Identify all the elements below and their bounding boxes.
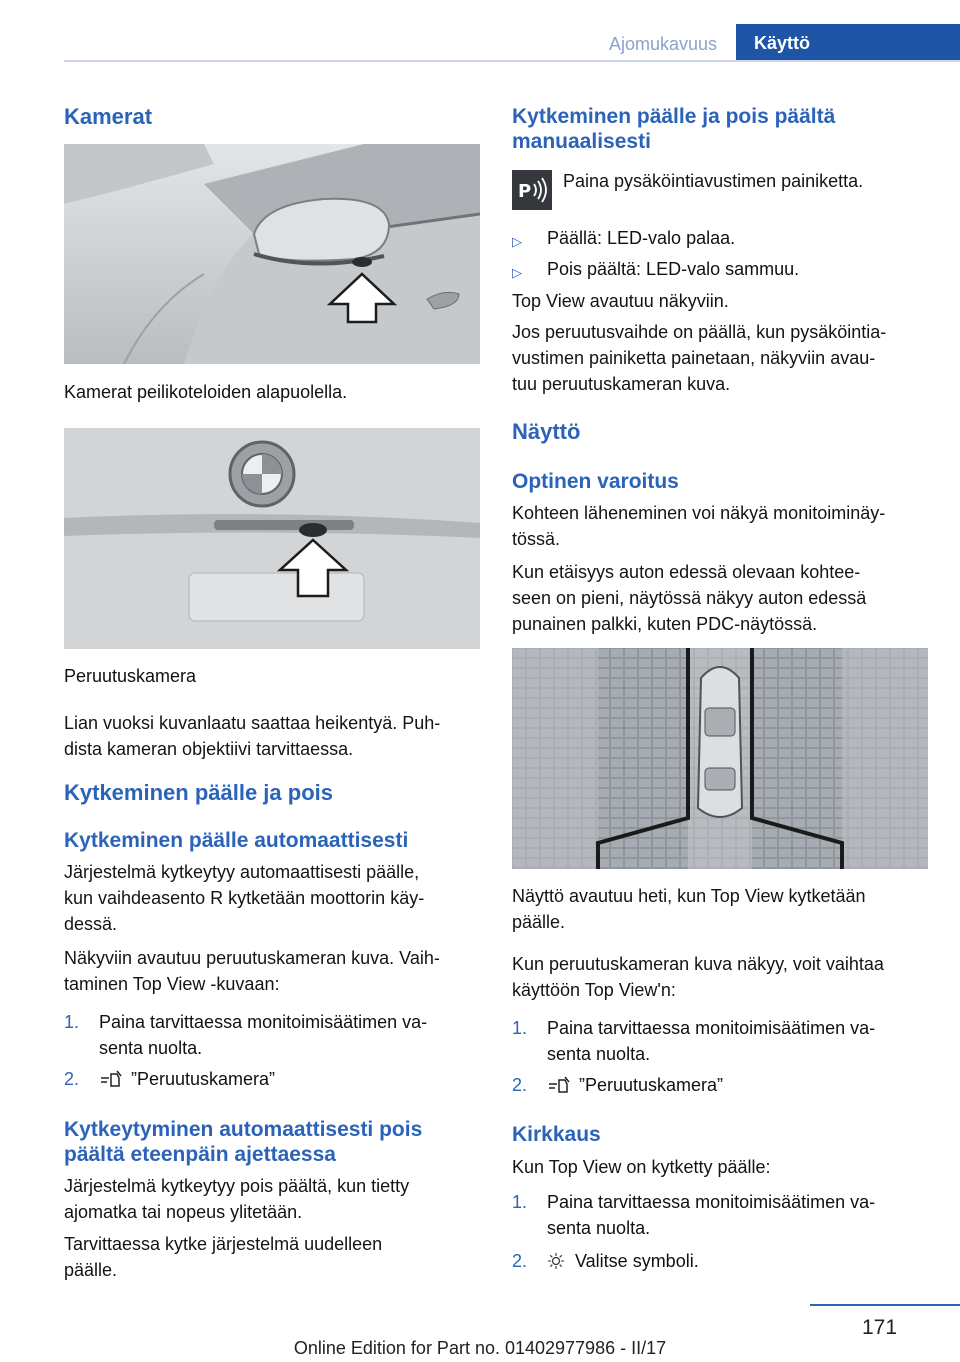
header-active-tab[interactable]: Käyttö [736,24,960,62]
rear-camera-image [64,428,480,649]
heading-display: Näyttö [512,419,581,444]
right-step-2 [512,1072,928,1098]
view-switch-text: Näkyviin avautuu peruutuskameran kuva. Vaih- taminen Top View -kuvaan: [64,948,440,994]
brightness-step-2 [512,1248,928,1274]
left-step-1-number: 1. [64,1012,80,1032]
bullet-off-marker: ▷ [512,265,522,280]
edition-footer: Online Edition for Part no. 01402977986 - II/17 [293,1338,667,1358]
warning-text: Kohteen läheneminen voi näkyä monitoiminäy- tössä. [512,503,886,549]
brightness-step-1-text: Paina tarvittaessa monitoimisäätimen va- senta nuolta. [547,1192,876,1238]
caption-mirror-cameras: Kamerat peilikoteloiden alapuolella. [64,382,348,402]
brightness-text: Kun Top View on kytketty päälle: [512,1157,771,1177]
right-step-2-text: ”Peruutuskamera” [579,1075,724,1095]
rear-camera-illustration [64,428,480,649]
auto-off-text: Järjestelmä kytkeytyy pois päältä, kun tietty ajomatka tai nopeus ylitetään. [64,1176,410,1222]
parking-assist-button-icon [512,170,552,210]
display-opens-text: Näyttö avautuu heti, kun Top View kytketään päälle. [512,886,866,932]
bullet-off [512,256,928,282]
bullet-on-text: Päällä: LED-valo palaa. [547,228,736,248]
dirt-note: Lian vuoksi kuvanlaatu saattaa heikentyä. Puh- dista kameran objektiivi tarvittaessa. [64,713,441,759]
parking-assist-symbol [512,170,552,210]
press-button-text: Paina pysäköintiavustimen painiketta. [563,171,864,191]
right-step-1-text: Paina tarvittaessa monitoimisäätimen va- senta nuolta. [547,1018,876,1064]
heading-manual: Kytkeminen päälle ja pois päältä manuaalisesti [512,105,836,153]
page-number: 171 [862,1316,898,1339]
rear-camera-icon [99,1070,123,1090]
heading-cameras: Kamerat [64,104,153,129]
brightness-step-2-number: 2. [512,1251,528,1271]
brightness-step-2-text: Valitse symboli. [575,1251,699,1271]
header-section-tab[interactable]: Ajomukavuus [608,34,718,54]
right-step-1-number: 1. [512,1018,528,1038]
left-step-2 [64,1066,480,1092]
heading-auto-on: Kytkeminen päälle automaattisesti [64,829,409,852]
footer-divider [810,1304,960,1306]
switch-topview-text: Kun peruutuskameran kuva näkyy, voit vaihtaa käyttöön Top View'n: [512,954,884,1000]
header-divider [64,60,960,62]
reactivate-text: Tarvittaessa kytke järjestelmä uudelleen päälle. [64,1234,383,1280]
mirror-camera-illustration [64,144,480,364]
heading-switch: Kytkeminen päälle ja pois [64,780,333,805]
svg-text:P: P [518,181,532,202]
top-view-image [512,648,928,869]
brightness-step-1-number: 1. [512,1192,528,1212]
topview-opens-text: Top View avautuu näkyviin. [512,291,729,311]
brightness-icon [547,1252,565,1270]
right-step-1 [512,1015,928,1067]
auto-on-text: Järjestelmä kytkeytyy automaattisesti päälle, kun vaihdeasento R kytketään moottorin käy- dessä. [64,862,425,934]
rear-camera-icon [547,1076,571,1096]
left-step-2-number: 2. [64,1069,80,1089]
left-step-1 [64,1009,480,1061]
right-step-2-number: 2. [512,1075,528,1095]
bullet-on-marker: ▷ [512,234,522,249]
heading-brightness: Kirkkaus [512,1123,601,1146]
heading-auto-off: Kytkeytyminen automaattisesti pois päältä eteenpäin ajettaessa [64,1118,423,1166]
bullet-on [512,225,928,251]
mirror-camera-image [64,144,480,364]
left-step-1-text: Paina tarvittaessa monitoimisäätimen va- senta nuolta. [99,1012,428,1058]
brightness-step-1 [512,1189,928,1241]
caption-rear-camera: Peruutuskamera [64,666,197,686]
heading-optical-warning: Optinen varoitus [512,470,679,493]
reverse-gear-text: Jos peruutusvaihde on päällä, kun pysäköintia- vustimen painiketta painetaan, näkyviin avau- tuu peruutuskameran kuva. [512,322,887,394]
distance-text: Kun etäisyys auton edessä olevaan kohtee- seen on pieni, näytössä näkyy auton edessä punainen palkki, kuten PDC-näytössä. [512,562,867,634]
left-step-2-text: ”Peruutuskamera” [131,1069,276,1089]
top-view-illustration [512,648,928,869]
bullet-off-text: Pois päältä: LED-valo sammuu. [547,259,800,279]
